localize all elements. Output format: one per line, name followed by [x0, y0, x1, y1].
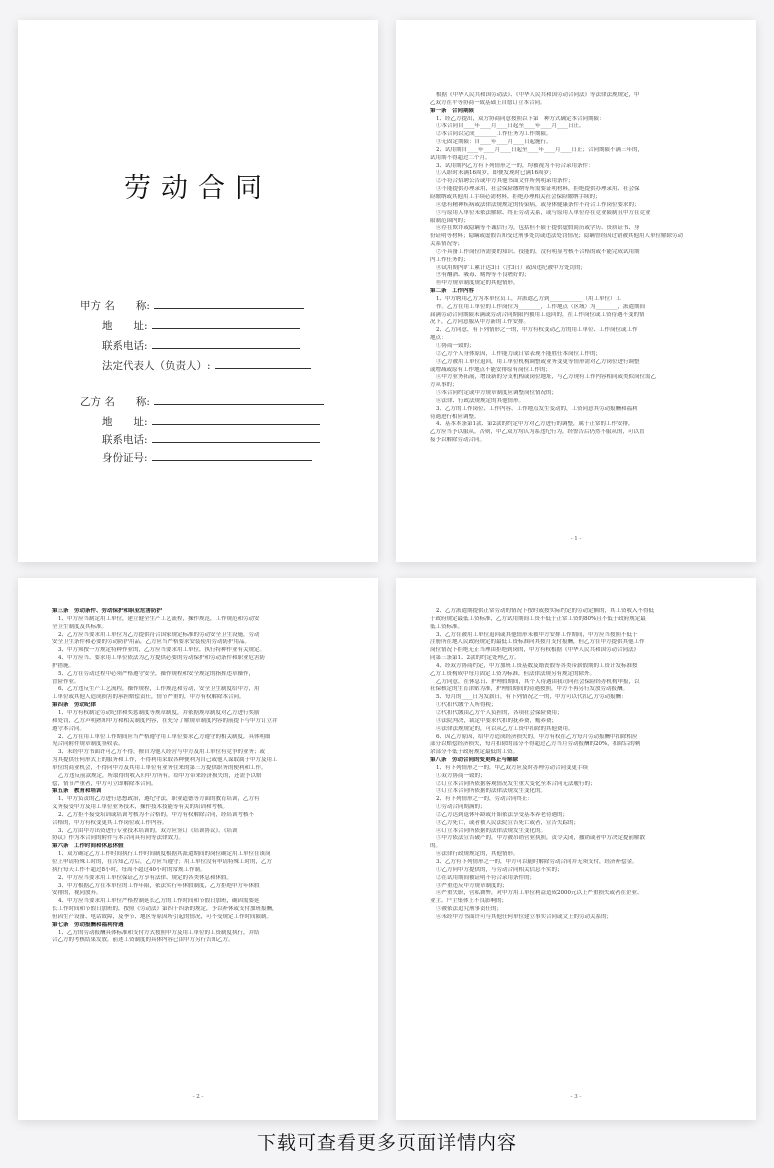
text-line: 4、甲方应当、要求用工单位依法为乙方提供必要的劳动保护和劳动条件和职业危害防: [58, 655, 266, 662]
text-line: ⑧试用期内旷工累计达3日（含3日）或因违纪被甲方处罚的；: [436, 264, 587, 271]
text-line: ②不符合招聘公告或甲方其他书面文件所列明录用条件；: [436, 178, 574, 185]
text-line: ①本合同自____年____月____日起至____年____月____日止。: [436, 123, 585, 130]
text-line: 或增减或原有工作地点不能安排原有岗位工作的；: [430, 366, 552, 373]
text-line: 限制范围内的；: [430, 217, 469, 224]
text-line: 业主、户主集体上不良影响的；: [430, 898, 508, 905]
text-line: ②乙方达到退休年龄或开始依法享受基本养老待遇的；: [436, 811, 569, 818]
text-line: 安排的，视同放弃。: [52, 890, 102, 897]
page-3: [18, 578, 378, 1120]
text-line: 长工作时间和节假日加班的，按照《劳动法》第四十四条的规定，予以补休或支付加班报酬，: [52, 906, 278, 913]
party-a-phone-field: [102, 338, 300, 353]
text-line: ③订立本合同所依据的法律法规发生变化的。: [436, 788, 547, 795]
text-line: ③乙方死亡，或者被人民法院宣告死亡或者，宣告失踪的；: [436, 819, 580, 826]
text-line: 2、有下列情形之一的，劳动合同终止：: [436, 796, 534, 803]
text-line: 合格的，甲方有权变更其工作岗位或工作内容。: [52, 819, 168, 826]
text-line: 全卫生制度及其标准。: [52, 623, 108, 630]
text-line: 3、乙方的工作岗位、工作内容、工作地点发生变动的，工资同意其劳动报酬和福利: [436, 405, 638, 412]
text-line: ③无固定期限：自____年____月____日起施行。: [436, 139, 552, 146]
text-line: ⑨有酗酒、吸毒、赌博等不良嗜好的；: [436, 272, 530, 279]
text-line: 见合同附件规章制度签收表。: [52, 741, 124, 748]
party-a-phone-label: 联系电话:: [102, 340, 148, 352]
section-heading: 第八条 劳动合同的变更终止与解除: [430, 757, 519, 764]
text-line: 护措施。: [52, 662, 75, 669]
section-heading: 第二条 工作内容: [430, 288, 475, 295]
text-line: 的。: [430, 843, 442, 850]
text-line: 乙方工资构成中每月固定工资为标准，但法律法规另有规定的除外。: [430, 670, 596, 677]
text-line: 合乙方的考核结果发放，前述工资制度的具体内容已由甲方另行告知乙方。: [52, 937, 234, 944]
text-line: 乙方违反前款规定，所取得的收入归甲方所有。给甲方带来经济损失的，还需予以赔: [58, 772, 262, 779]
text-line: 关系情况等；: [430, 241, 464, 248]
text-line: 4、经双方协商约定，甲方加班工资基数及婚丧假等各类带薪假期的工资计发标准按: [436, 662, 638, 669]
text-line: 协议》作为本合同的附件与本合同具有同等法律效力。: [52, 835, 185, 842]
party-b-phone-line[interactable]: [152, 432, 320, 443]
text-line: ③严重违反甲方规章制度的；: [436, 882, 508, 889]
text-line: ④严重失职，营私舞弊，对甲方用工单位利益造成2000元以上严重损失或者在企业、: [436, 890, 643, 897]
text-line: 作。乙方在用工单位的工作岗位为________，工作地点（区域）为________，派遣期间: [436, 303, 646, 310]
text-line: 3、乙方由甲方出资进行专业技术培训的，双方应签订《培训协议》。《培训: [58, 827, 238, 834]
text-line: 接予以解除劳动合同。: [430, 437, 486, 444]
download-more-link[interactable]: 下载可查看更多页面详情内容: [256, 1132, 517, 1154]
text-line: ①代扣代缴个人所得税；: [436, 702, 497, 709]
page-number: - 2 -: [192, 1094, 204, 1100]
party-b-address-label: 地 址:: [102, 416, 148, 428]
page-number: - 3 -: [570, 1094, 582, 1100]
party-b-id-line[interactable]: [152, 450, 312, 461]
text-line: 试用期不得超过二个月。: [430, 154, 491, 161]
text-line: 偿，情节严重者，甲方可立即解除本合同。: [52, 780, 157, 787]
text-line: 6、因乙方原因，给甲方造成经济损失的，甲方有权在乙方每月劳动报酬中扣除相应: [436, 733, 638, 740]
text-line: ⑤甲方依法宣告破产的，甲方被吊销营业执照，责令关闭，撤销或者甲方决定提前解散: [436, 835, 646, 842]
text-line: 5、每月的____日为发薪日，有下列情况之一的，甲方可以代扣乙方劳动报酬：: [436, 694, 627, 701]
text-line: ①劳动合同期满的；: [436, 804, 486, 811]
text-line: 余部分不低于政府规定最低的工资。: [430, 749, 519, 756]
text-line: 1、甲方聘用乙方为本单位员工，并派遣乙方到____________（用工单位）工: [436, 295, 622, 302]
section-heading: 第六条 工作时间和休息休假: [52, 843, 124, 850]
text-line: ⑤本合同约定或甲方规章制度应调整岗位情况的；: [436, 390, 558, 397]
party-a-rep-label: 法定代表人（负责人）:: [102, 360, 211, 372]
text-line: ③乙方被用工单位退回，用工单位机构调整或业务变更等情形需对乙方岗位进行调整: [436, 358, 640, 365]
text-line: 冒险作业。: [52, 678, 80, 685]
text-line: 3、甲方须按一方规定特种作业的，乙方应当要求用工单位，执行特种作业有关规定。: [58, 647, 266, 654]
text-line: 1、乙方的劳动报酬具体标准和支付方式按照甲方及用工单位的工资制度执行，并结: [58, 929, 260, 936]
text-line: ⑦不具备工作岗位所需要的知识、技能的，没有明显考核不合格的或不能完成试用期: [436, 248, 640, 255]
text-line: 3、乙方在被用工单位退回或其他情形未被甲方安排工作期间，甲方应当按照不低于: [436, 631, 638, 638]
text-line: 部分以赔偿经济损失，每月扣除的部分不得超过乙方当月劳动报酬的20%，扣除后的剩: [430, 741, 641, 748]
text-line: ④患有精神疾病或法律法规规定的传染病，或身体健康条件不符合工作岗位要求的；: [436, 201, 640, 208]
page-cover: [18, 20, 378, 562]
text-line: 4、基本本条第1款、第2款的约定甲方对乙方进行的调整，属于正常的工作安排，: [436, 421, 634, 428]
page-3-text: [52, 608, 348, 945]
text-line: ⑤被依法追究刑事责任的；: [436, 906, 503, 913]
section-heading: 第四条 劳动纪律: [52, 702, 97, 709]
party-b-phone-field: [102, 432, 320, 447]
text-line: ⑩甲方规章制度规定的其他情形。: [436, 280, 519, 287]
party-b-name-line[interactable]: [154, 394, 324, 405]
text-line: ①协商一致的；: [436, 343, 475, 349]
text-line: ③不能提供办理录用，社会保险缴纳等所需要证明材料，拒绝提供办理录用、社会保: [436, 186, 640, 193]
party-b-phone-label: 联系电话:: [102, 434, 148, 446]
party-b-name-field: [80, 394, 324, 409]
text-line: 2、乙方在用工单位工作期间应当严格遵守用工单位要求乙方遵守的相关制度，具体明细: [58, 733, 271, 740]
text-line: 6、乙方违反生产工艺流程，操作规程，工作规范和劳动，安全卫生制度给甲方，用: [58, 686, 260, 693]
text-line: 2、试用期自____年____月____日起至____年____月____日止；合同期限不满三年的，: [436, 146, 644, 153]
text-line: 内工作任务的；: [430, 256, 469, 263]
text-line: 1、经乙方提出，双方协商同意按照以下第 种方式确定本合同期限：: [436, 115, 605, 122]
text-line: 地点：: [430, 335, 447, 342]
page-4: [396, 578, 756, 1120]
text-line: 执行每天工作不超过8小时，每周不超过40小时的常规工作制。: [52, 866, 206, 873]
text-line: 义务接受甲方及用工单位业务技术，操作技术技能等有关的培训和考核。: [52, 804, 229, 811]
party-a-address-field: [102, 318, 300, 333]
text-line: 3、甲方根据乙方在本单位的工作年限，依法实行年休假制度，乙方拒绝甲方年休假: [58, 882, 260, 889]
text-line: 待遇进行相应调整。: [430, 413, 480, 420]
text-line: 社保核定的生育津贴为准，护理假期间的待遇按照，甲方不再另行发放劳动报酬。: [430, 686, 629, 693]
text-line: 和处罚，乙方声明熟知甲方和相关制度内容，在充分了解规章制度内容的前提下与甲方订立并: [52, 717, 278, 724]
text-line: 2、乙方派遣期提供正常劳动的情况下按时或按实际约定的劳动定额的，其工资收入不得低: [436, 608, 655, 614]
text-line: ③法院判决，裁定中要求代扣的抚养费，赡养费；: [436, 717, 558, 724]
party-b-name-label: 乙方 名 称:: [80, 396, 150, 408]
text-line: ⑥法律行政规规定的，其他情形。: [436, 851, 519, 858]
page-2: [396, 20, 756, 562]
section-heading: 第五条 教育和培训: [52, 788, 102, 795]
text-line: 3、未经甲方书面许可乙方不得，擅自为他人经营与甲方及用工单位有竞争的业务；或: [58, 749, 266, 756]
text-line: ①双方协商一致的；: [436, 772, 486, 779]
text-line: 注册所在地人民政府规定的最低工资标准向其按月支付报酬，但乙方在甲方提供其他工作: [430, 639, 645, 646]
text-line: 乙方应当予以服从。否则，甲乙双方均认为系违纪行为，经警告后仍然不服从的，可以直: [430, 429, 645, 436]
text-line: 2、乙方拒不接受培训或培训考核为不合格的，甲方有权解除合同，经培训考核不: [58, 811, 255, 818]
text-line: 4、甲方应当要求用工单位严格控制延长乙方的工作时间和节假日加班，确因需要延: [58, 898, 260, 905]
text-line: ②在试用期间被证明不符合录用条件的；: [436, 874, 536, 881]
party-a-rep-line[interactable]: [215, 358, 311, 369]
page-2-text: [430, 92, 726, 445]
text-line: 险缴纳或其他用工手续必需材料，拒绝办理相关社会保险缴纳手续的；: [430, 193, 601, 200]
party-a-address-label: 地 址:: [102, 320, 148, 332]
text-line: ②本合同以完成________工作任务为工作期限。: [436, 131, 552, 138]
text-line: 安全卫生条件和必要的劳动防护用品，乙方应当严格要求安装使用劳动防护用品。: [52, 639, 251, 646]
text-line: ④甲方业务拓展，增设新的分支机构或岗位地址，与乙方现有工作内容相同或类似岗位需乙: [436, 374, 657, 381]
text-line: ⑥未经甲方书面许可与其他任何单位建立事实合同或文上的劳动关系的；: [436, 913, 613, 920]
text-line: 乙方同意，在休息日、护理假期间，其个人待遇由我司向社会保险经办机构申报，以: [436, 678, 640, 685]
text-line: 根据《中华人民共和国劳动法》、《中华人民共和国劳动合同法》等法律法规规定，甲: [436, 92, 640, 98]
party-a-name-label: 甲方 名 称:: [80, 300, 150, 312]
text-line: 1、甲方有权制定劳动纪律和奖惩制度等规章制度，并依据规章制度对乙方进行奖励: [58, 709, 260, 716]
text-line: 方从事的；: [430, 382, 458, 389]
text-line: ①入职时未满16周岁，即便发现时已满16周岁；: [436, 170, 555, 177]
party-a-rep-field: [102, 358, 311, 373]
text-line: 乙双方在平等协商一致基础上自愿订立本合同。: [430, 99, 546, 106]
contract-title: 劳动合同: [124, 173, 272, 204]
text-line: ⑤与原用人单位未依法解除、终止劳动关系，或与原用人单位存在竞业限制且甲方在竞业: [436, 209, 651, 216]
text-line: 届满劳动合同期限未满或劳动合同期限内被用工退回的，在工作岗位或工资待遇不变的情: [430, 311, 645, 318]
text-line: 同第三条第1、2款的约定处理乙方。: [430, 655, 520, 662]
section-heading: 第七条 劳动报酬和福利待遇: [52, 921, 124, 928]
text-line: 况下，乙方同意服从甲方新的工作安排。: [430, 319, 530, 326]
party-a-name-line[interactable]: [154, 298, 304, 309]
text-line: 工单位或其他人造成损害的承担赔偿责任，情节严重的，甲方有权解除本合同。: [52, 694, 245, 701]
text-line: 单位的商业机会，不得向甲方及其用工单位有业务往来的第三方提供职务的便利和工作。: [52, 764, 267, 771]
party-b-id-label: 身份证号:: [102, 452, 148, 464]
section-heading: 第一条 合同期限: [430, 107, 475, 114]
party-b-id-field: [102, 450, 312, 465]
text-line: 2、乙方应当要求用工单位为乙方提供符合国家规定标准的劳动安全卫生设施，劳动: [58, 631, 260, 638]
text-line: 3、试用期内乙方有下列情形之一的，均被视为不符合录用条件：: [436, 162, 594, 169]
page-number: - 1 -: [570, 536, 582, 542]
section-heading: 第三条 劳动条件、劳动保护和职业危害防护: [52, 608, 163, 614]
text-line: ④订立本合同所依据的法律法规发生变化的。: [436, 827, 547, 834]
text-line: 1、双方确定乙方工作时间执行工作时间制度根据其派遣期间的岗位确定用工单位在该岗: [58, 851, 271, 858]
text-line: 低工资标准。: [430, 623, 464, 630]
party-b-address-line[interactable]: [152, 414, 320, 425]
text-line: 1、有下列情形之一的，甲乙双方应及时办理劳动合同变更手续: [436, 764, 589, 771]
text-line: ①乙方向甲方提供的，与劳动合同相关信息不实的；: [436, 866, 563, 873]
party-a-name-field: [80, 298, 304, 313]
text-line: 2、乙方同意，有下列情形之一的，甲方有权变动乙方的用工单位、工作岗位或工作: [436, 327, 638, 334]
text-line: 5、乙方在劳动过程中必须严格遵守安全，操作规程和安全规定的指挥违章操作，: [58, 670, 255, 677]
party-b-address-field: [102, 414, 320, 429]
text-line: 遵守本合同。: [52, 725, 86, 732]
party-a-phone-line[interactable]: [152, 338, 300, 349]
text-line: 岗位情况下拒绝无正当理由拒绝到岗的，甲方有权根据《中华人民共和国劳动合同法》: [430, 647, 640, 654]
text-line: ②乙方个人身体原因，工作能力或日常表现不能胜任本岗位工作的；: [436, 350, 602, 357]
party-a-address-line[interactable]: [152, 318, 300, 329]
text-line: 位上申请特殊工时的，在告知乙方后，乙方应当遵守；用工单位没有申请特殊工时的，乙方: [52, 859, 273, 865]
text-line: ⑥法律、行政法规规定的其他情形。: [436, 397, 525, 404]
text-line: ⑥存在欺诈或隐瞒等不诚信行为，包括但不限于提供虚假简历或学历、资质证书、身: [436, 225, 640, 232]
text-line: 为其提供任何形式上的服务和工作，不得利用采取各种便利为自己或他人谋取属于甲方及用工: [52, 757, 278, 764]
text-line: 于政府规定最低工资标准，乙方试用期间工资不低于正常工资的80%且不低于政府规定最: [430, 615, 646, 622]
text-line: 3、乙方有下列情形之一的，甲方可以随时解除劳动合同并无须支付，经济补偿金。: [436, 859, 638, 865]
text-line: 份证明等材料；隐瞒或虚假告知受过刑事处罚或违法处罚情况；隐瞒曾经因过错被其他用人单位解除劳动: [430, 233, 684, 240]
text-line: 2、甲方应当要求用工单位保证乙方享有法律、规定的各类休息和休假。: [58, 874, 233, 881]
text-line: 1、甲方负责的乙方进行思想政治，遵纪守法，职业道德等方面的教育培训，乙方有: [58, 796, 260, 803]
page-4-text: [430, 608, 726, 922]
text-line: ②代扣代缴由乙方个人负担的，各项社会保险费用；: [436, 709, 563, 716]
text-line: ④法律法规规定的，可以从乙方工资中扣除的其他费用。: [436, 725, 574, 732]
text-line: 1、甲方应当制定用工单位，建立健全生产工艺流程，操作规范，工作规范和劳动安: [58, 615, 260, 622]
text-line: ②订立本合同所依据客观情况发生重大变化至本合同无法履行的；: [436, 780, 596, 787]
text-line: 但因生产设备、电话故障，及季节、地区等原因所引起的情况，可不受规定工作时间限制。: [52, 913, 273, 920]
